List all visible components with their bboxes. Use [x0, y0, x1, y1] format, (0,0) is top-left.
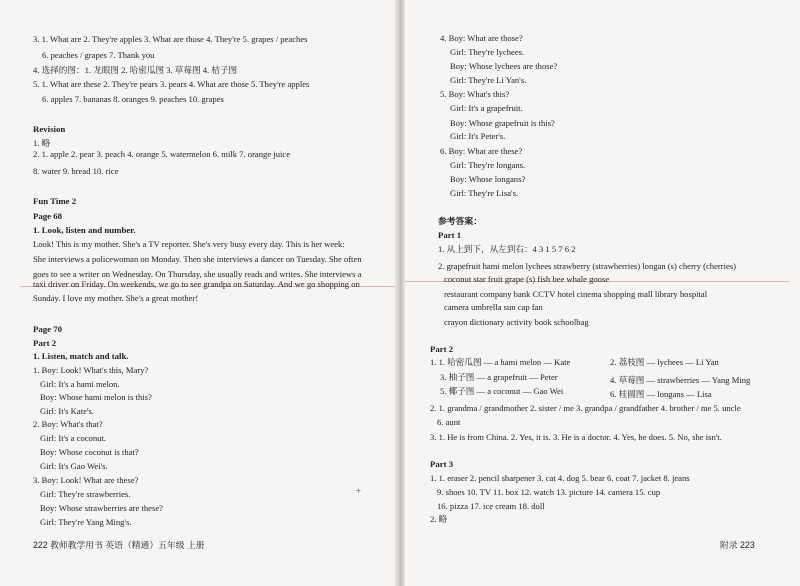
text-line: 1. 略: [33, 138, 51, 148]
text-line: 1. 1. eraser 2. pencil sharpener 3. cat 4. dog 5. bear 6. coat 7. jacket 8. jeans: [430, 473, 690, 483]
text-line: Boy: Whose longans?: [450, 174, 526, 184]
text-line: Sunday. I love my mother. She's a great mother!: [33, 293, 199, 303]
text-line: 6. peaches / grapes 7. Thank you: [42, 50, 155, 60]
text-line: 6. aunt: [437, 417, 461, 427]
right-page-footer: 附录 223: [720, 540, 755, 550]
text-line: 4. 草莓图 — strawberries — Yang Ming: [610, 375, 751, 385]
text-line: 3. 柚子图 — a grapefruit — Peter: [440, 372, 558, 382]
text-line: Girl: They're longans.: [450, 160, 526, 170]
text-line: 2. grapefruit hami melon lychees strawberry (strawberries) longan (s) cherry (cherries): [438, 261, 737, 271]
text-line: 3. Boy: Look! What are these?: [33, 475, 139, 485]
text-line: She interviews a policewoman on Monday. Then she interviews a dancer on Tuesday. She often: [33, 254, 362, 264]
section-heading: 1. Look, listen and number.: [33, 225, 136, 235]
text-line: taxi driver on Friday. On weekends, we go to see grandpa on Saturday. And we go shopping on: [33, 279, 360, 289]
text-line: Girl: It's a hami melon.: [40, 379, 120, 389]
text-line: 5. 椰子图 — a coconut — Gao Wei: [440, 386, 564, 396]
text-line: 9. shoes 10. TV 11. box 12. watch 13. picture 14. camera 15. cup: [437, 487, 661, 497]
text-line: 4. 选择的图：1. 龙眼图 2. 哈密瓜图 3. 草莓图 4. 桔子图: [33, 65, 238, 75]
text-line: Boy: Whose lychees are those?: [450, 61, 558, 71]
text-line: 5. 1. What are these 2. They're pears 3. pears 4. What are those 5. They're apples: [33, 79, 310, 89]
print-mark: +: [356, 486, 362, 496]
section-heading: 参考答案：: [438, 216, 482, 226]
text-line: Girl: It's a coconut.: [40, 433, 106, 443]
text-line: 6. 桂圆图 — longans — Lisa: [610, 389, 712, 399]
text-line: camera umbrella sun cap fan: [444, 302, 543, 312]
text-line: Girl: They're lychees.: [450, 47, 525, 57]
text-line: 3. 1. What are 2. They're apples 3. What are those 4. They're 5. grapes / peaches: [33, 34, 308, 44]
left-page-footer: 222 教师教学用书 英语（精通）五年级 上册: [33, 540, 205, 550]
text-line: Boy: Whose coconut is that?: [40, 447, 139, 457]
text-line: 1. Boy: Look! What's this, Mary?: [33, 365, 149, 375]
section-heading: Part 2: [33, 338, 57, 348]
book-gutter: [395, 0, 405, 586]
text-line: Girl: They're Li Yan's.: [450, 75, 527, 85]
text-line: 2. Boy: What's that?: [33, 419, 103, 429]
text-line: Boy: Whose grapefruit is this?: [450, 118, 555, 128]
text-line: 6. Boy: What are these?: [440, 146, 523, 156]
text-line: Look! This is my mother. She's a TV reporter. She's very busy every day. This is her week:: [33, 239, 345, 249]
text-line: goes to see a writer on Wednesday. On Thursday, she usually reads and writes. She interviews a: [33, 269, 362, 279]
text-line: 4. Boy: What are those?: [440, 33, 523, 43]
section-heading: 1. Listen, match and talk.: [33, 351, 129, 361]
text-line: 6. apples 7. bananas 8. oranges 9. peaches 10. grapes: [42, 94, 224, 104]
text-line: 8. water 9. bread 10. rice: [33, 166, 119, 176]
text-line: Girl: It's Kate's.: [40, 406, 94, 416]
section-heading: Part 2: [430, 344, 454, 354]
text-line: Girl: It's a grapefruit.: [450, 103, 523, 113]
section-heading: Part 3: [430, 459, 454, 469]
text-line: restaurant company bank CCTV hotel cinema shopping mall library hospital: [444, 289, 708, 299]
text-line: 2. 荔枝图 — lychees — Li Yan: [610, 357, 719, 367]
text-line: Girl: It's Peter's.: [450, 131, 506, 141]
text-line: 3. 1. He is from China. 2. Yes, it is. 3. He is a doctor. 4. Yes, he does. 5. No, she isn't.: [430, 432, 722, 442]
section-heading: Fun Time 2: [33, 196, 77, 206]
text-line: 2. 1. apple 2. pear 3. peach 4. orange 5. watermelon 6. milk 7. orange juice: [33, 149, 291, 159]
text-line: Boy: Whose strawberries are these?: [40, 503, 163, 513]
text-line: 1. 从上到下，从左到右：4 3 1 5 7 6 2: [438, 244, 576, 254]
text-line: Girl: They're Yang Ming's.: [40, 517, 132, 527]
section-heading: Page 68: [33, 211, 63, 221]
text-line: Girl: They're strawberries.: [40, 489, 131, 499]
text-line: 16. pizza 17. ice cream 18. doll: [437, 501, 545, 511]
text-line: 1. 1. 哈密瓜图 — a hami melon — Kate: [430, 357, 571, 367]
text-line: Girl: They're Lisa's.: [450, 188, 519, 198]
text-line: Girl: It's Gao Wei's.: [40, 461, 108, 471]
section-heading: Part 1: [438, 230, 462, 240]
section-heading: Revision: [33, 124, 66, 134]
section-heading: Page 70: [33, 324, 63, 334]
text-line: crayon dictionary activity book schoolbag: [444, 317, 589, 327]
text-line: 2. 1. grandma / grandmother 2. sister / me 3. grandpa / grandfather 4. brother / me 5. uncle: [430, 403, 741, 413]
text-line: Boy: Whose hami melon is this?: [40, 392, 152, 402]
text-line: 5. Boy: What's this?: [440, 89, 510, 99]
text-line: coconut star fruit grape (s) fish bee whale goose: [444, 274, 610, 284]
text-line: 2. 略: [430, 514, 448, 524]
